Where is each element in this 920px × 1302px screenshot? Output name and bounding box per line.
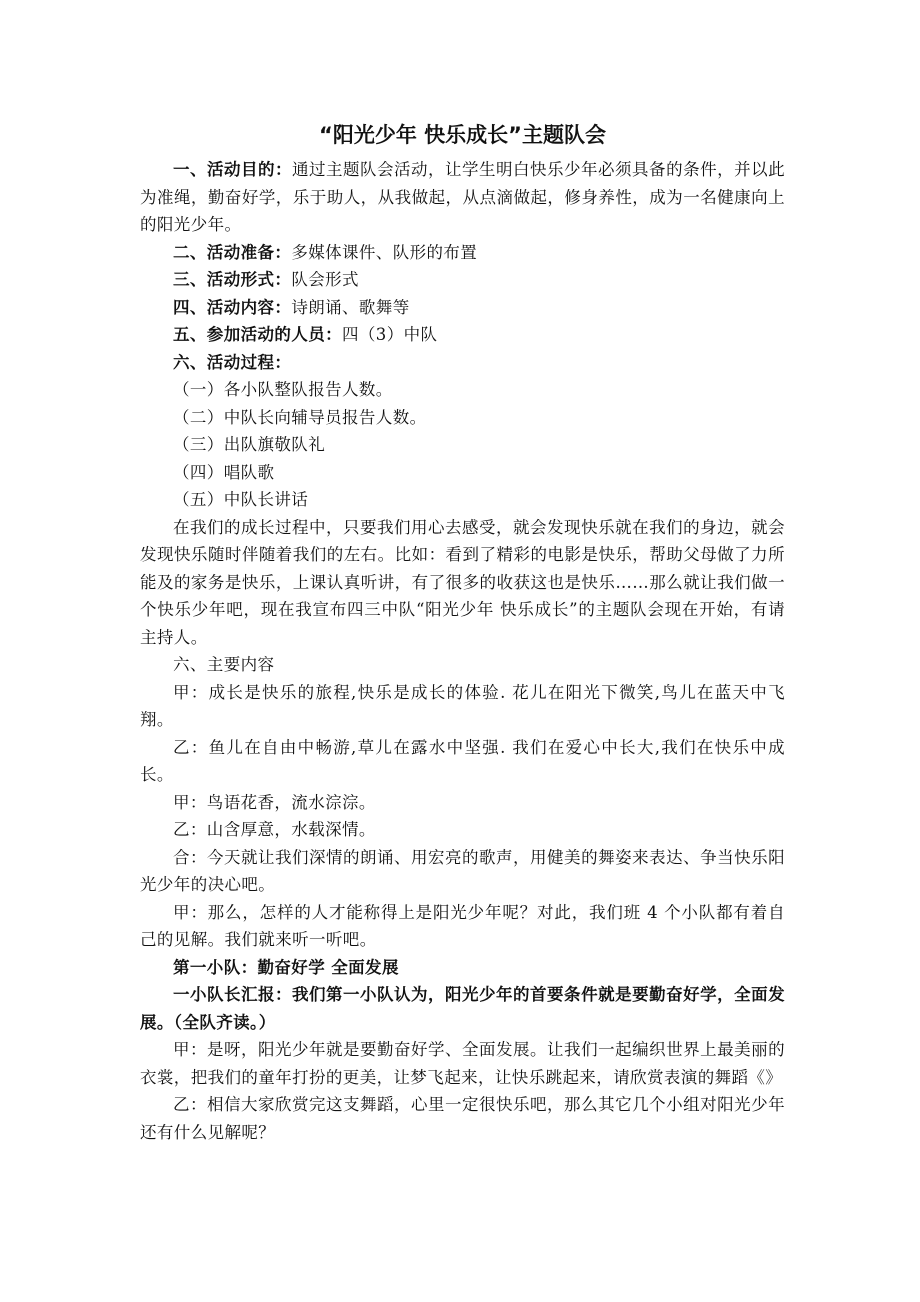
section-heading: 五、参加活动的人员： — [173, 325, 342, 344]
document-body — [140, 120, 785, 1146]
dialogue-line: 合：今天就让我们深情的朗诵、用宏亮的歌声，用健美的舞姿来表达、争当快乐阳光少年的决心吧。 — [140, 847, 785, 894]
process-step: （五）中队长讲话 — [173, 490, 309, 509]
dialogue-line: 乙：相信大家欣赏完这支舞蹈，心里一定很快乐吧，那么其它几个小组对阳光少年还有什么见解呢？ — [140, 1095, 785, 1142]
main-content-heading: 六、主要内容 — [173, 655, 275, 674]
process-step: （二）中队长向辅导员报告人数。 — [173, 407, 427, 427]
section-text: 多媒体课件、队形的布置 — [291, 242, 478, 262]
team1-report: 一小队长汇报：我们第一小队认为，阳光少年的首要条件就是要勤奋好学，全面发展。（全队齐读。） — [140, 985, 785, 1032]
section-text: 队会形式 — [291, 270, 359, 289]
dialogue-line: 乙：山含厚意，水载深情。 — [173, 820, 376, 839]
process-step: （三）出队旗敬队礼 — [173, 435, 326, 454]
document-title: “阳光少年 快乐成长”主题队会 — [319, 123, 606, 147]
section-process — [140, 349, 785, 377]
dialogue-line: 甲：鸟语花香，流水淙淙。 — [173, 792, 376, 812]
process-step: （四）唱队歌 — [173, 462, 275, 482]
section-heading: 三、活动形式： — [173, 270, 292, 289]
dialogue-line: 甲：那么，怎样的人才能称得上是阳光少年呢？对此，我们班 4 个小队都有着自己的见解。我们就来听一听吧。 — [140, 902, 785, 949]
process-step: （一）各小队整队报告人数。 — [173, 380, 393, 399]
section-text: 诗朗诵、歌舞等 — [291, 297, 410, 317]
dialogue-line: 乙：鱼儿在自由中畅游,草儿在露水中坚强. 我们在爱心中长大,我们在快乐中成长。 — [140, 737, 785, 784]
dialogue-line: 甲：是呀，阳光少年就是要勤奋好学、全面发展。让我们一起编织世界上最美丽的衣裳，把我们的童年打扮的更美，让梦飞起来，让快乐跳起来，请欣赏表演的舞蹈《》 — [140, 1040, 785, 1087]
section-form — [140, 266, 785, 294]
team1-heading: 第一小队：勤奋好学 全面发展 — [173, 957, 399, 977]
section-heading: 四、活动内容： — [173, 297, 292, 317]
section-heading: 六、活动过程： — [173, 352, 292, 372]
section-heading: 一、活动目的： — [173, 160, 293, 179]
section-purpose — [140, 156, 785, 239]
section-heading: 二、活动准备： — [173, 242, 292, 262]
leader-speech: 在我们的成长过程中，只要我们用心去感受，就会发现快乐就在我们的身边，就会发现快乐随时伴随着我们的左右。比如：看到了精彩的电影是快乐，帮助父母做了力所能及的家务是快乐，上课认真听讲，有了很多的收获这也是快乐……那么就让我们做一个快乐少年吧，现在我宣布四三中队“阳光少年 快乐成长”的主题队会现在开始，有请主持人。 — [140, 517, 785, 647]
section-participants — [140, 321, 785, 349]
section-content — [140, 294, 785, 322]
dialogue-line: 甲：成长是快乐的旅程,快乐是成长的体验. 花儿在阳光下微笑,鸟儿在蓝天中飞翔。 — [140, 682, 785, 729]
section-preparation — [140, 239, 785, 267]
section-text: 通过主题队会活动，让学生明白快乐少年必须具备的条件，并以此为准绳，勤奋好学，乐于助人，从我做起，从点滴做起，修身养性，成为一名健康向上的阳光少年。 — [140, 160, 785, 234]
section-text: 四（3）中队 — [342, 325, 438, 344]
